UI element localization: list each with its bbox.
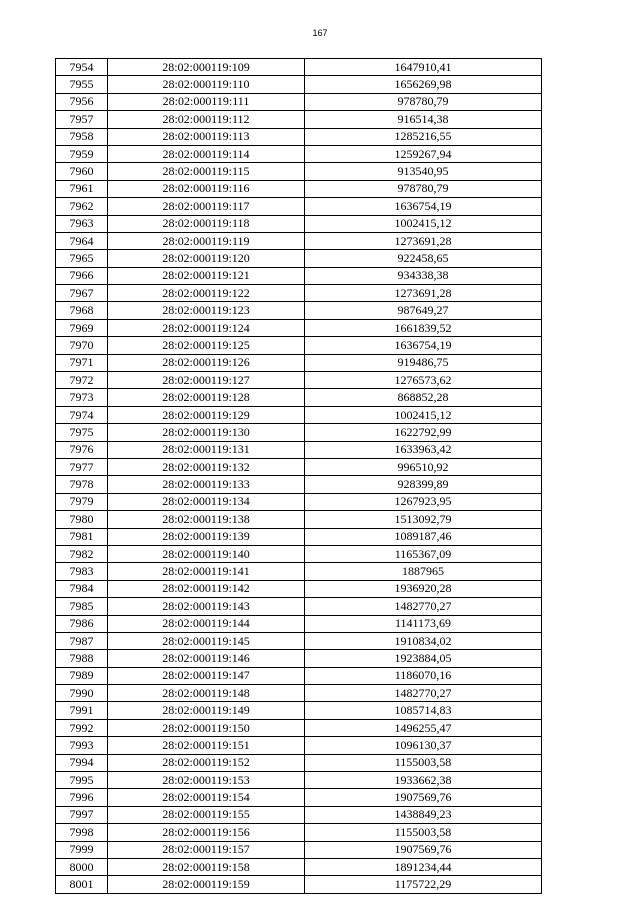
value-cell: 1085714,83 [305,702,542,719]
table-row [56,180,542,197]
value-cell: 1273691,28 [305,285,542,302]
table-row [56,858,542,875]
row-number-cell: 7999 [56,841,108,858]
value-cell: 1656269,98 [305,76,542,93]
row-number-cell: 7974 [56,406,108,423]
row-number-cell: 7962 [56,198,108,215]
cadastral-number-cell: 28:02:000119:133 [108,476,305,493]
cadastral-number-cell: 28:02:000119:124 [108,319,305,336]
cadastral-number-cell: 28:02:000119:123 [108,302,305,319]
value-cell: 1186070,16 [305,667,542,684]
cadastral-number-cell: 28:02:000119:139 [108,528,305,545]
cadastral-number-cell: 28:02:000119:157 [108,841,305,858]
value-cell: 1141173,69 [305,615,542,632]
table-row [56,702,542,719]
cadastral-number-cell: 28:02:000119:125 [108,337,305,354]
table-row [56,737,542,754]
value-cell: 1661839,52 [305,319,542,336]
row-number-cell: 7983 [56,563,108,580]
table-row [56,615,542,632]
row-number-cell: 7986 [56,615,108,632]
row-number-cell: 7990 [56,685,108,702]
table-row [56,650,542,667]
value-cell: 996510,92 [305,458,542,475]
row-number-cell: 7979 [56,493,108,510]
table-row [56,685,542,702]
row-number-cell: 7956 [56,93,108,110]
table-row [56,372,542,389]
value-cell: 916514,38 [305,111,542,128]
table-row [56,563,542,580]
value-cell: 987649,27 [305,302,542,319]
table-row [56,354,542,371]
cadastral-number-cell: 28:02:000119:146 [108,650,305,667]
value-cell: 1496255,47 [305,719,542,736]
value-cell: 1285216,55 [305,128,542,145]
cadastral-number-cell: 28:02:000119:151 [108,737,305,754]
table-row [56,424,542,441]
cadastral-number-cell: 28:02:000119:147 [108,667,305,684]
cadastral-number-cell: 28:02:000119:117 [108,198,305,215]
table-row [56,824,542,841]
value-cell: 1089187,46 [305,528,542,545]
row-number-cell: 7998 [56,824,108,841]
table-row [56,145,542,162]
table-body [56,59,542,894]
cadastral-number-cell: 28:02:000119:156 [108,824,305,841]
cadastral-number-cell: 28:02:000119:143 [108,598,305,615]
row-number-cell: 7993 [56,737,108,754]
value-cell: 913540,95 [305,163,542,180]
value-cell: 928399,89 [305,476,542,493]
cadastral-number-cell: 28:02:000119:122 [108,285,305,302]
row-number-cell: 7989 [56,667,108,684]
cadastral-number-cell: 28:02:000119:109 [108,59,305,76]
row-number-cell: 7994 [56,754,108,771]
value-cell: 1887965 [305,563,542,580]
row-number-cell: 7970 [56,337,108,354]
row-number-cell: 7975 [56,424,108,441]
cadastral-number-cell: 28:02:000119:128 [108,389,305,406]
table-row [56,789,542,806]
value-cell: 1276573,62 [305,372,542,389]
table-row [56,458,542,475]
table-row [56,250,542,267]
cadastral-number-cell: 28:02:000119:153 [108,772,305,789]
row-number-cell: 7987 [56,632,108,649]
row-number-cell: 7961 [56,180,108,197]
table-row [56,163,542,180]
cadastral-number-cell: 28:02:000119:111 [108,93,305,110]
row-number-cell: 7981 [56,528,108,545]
row-number-cell: 7996 [56,789,108,806]
value-cell: 1513092,79 [305,511,542,528]
row-number-cell: 7971 [56,354,108,371]
row-number-cell: 7978 [56,476,108,493]
value-cell: 1923884,05 [305,650,542,667]
value-cell: 1633963,42 [305,441,542,458]
value-cell: 978780,79 [305,180,542,197]
table-row [56,545,542,562]
table-row [56,319,542,336]
value-cell: 1267923,95 [305,493,542,510]
table-row [56,198,542,215]
row-number-cell: 7955 [56,76,108,93]
table-row [56,493,542,510]
cadastral-number-cell: 28:02:000119:142 [108,580,305,597]
cadastral-number-cell: 28:02:000119:120 [108,250,305,267]
page-number: 167 [312,28,328,38]
value-cell: 1273691,28 [305,232,542,249]
row-number-cell: 7988 [56,650,108,667]
cadastral-number-cell: 28:02:000119:140 [108,545,305,562]
row-number-cell: 7984 [56,580,108,597]
row-number-cell: 7958 [56,128,108,145]
row-number-cell: 7976 [56,441,108,458]
row-number-cell: 8001 [56,876,108,893]
row-number-cell: 7991 [56,702,108,719]
table-row [56,511,542,528]
cadastral-number-cell: 28:02:000119:114 [108,145,305,162]
value-cell: 1482770,27 [305,685,542,702]
value-cell: 1636754,19 [305,337,542,354]
cadastral-number-cell: 28:02:000119:152 [108,754,305,771]
cadastral-number-cell: 28:02:000119:116 [108,180,305,197]
value-cell: 1155003,58 [305,824,542,841]
value-cell: 868852,28 [305,389,542,406]
cadastral-number-cell: 28:02:000119:134 [108,493,305,510]
value-cell: 978780,79 [305,93,542,110]
table-row [56,59,542,76]
cadastral-value-table [55,58,542,894]
value-cell: 1096130,37 [305,737,542,754]
row-number-cell: 7967 [56,285,108,302]
value-cell: 1002415,12 [305,215,542,232]
cadastral-number-cell: 28:02:000119:132 [108,458,305,475]
row-number-cell: 7992 [56,719,108,736]
row-number-cell: 7980 [56,511,108,528]
table-row [56,841,542,858]
cadastral-number-cell: 28:02:000119:110 [108,76,305,93]
table-row [56,128,542,145]
table-row [56,215,542,232]
cadastral-number-cell: 28:02:000119:126 [108,354,305,371]
cadastral-number-cell: 28:02:000119:155 [108,806,305,823]
row-number-cell: 7982 [56,545,108,562]
value-cell: 1936920,28 [305,580,542,597]
cadastral-number-cell: 28:02:000119:130 [108,424,305,441]
table-row [56,93,542,110]
value-cell: 1165367,09 [305,545,542,562]
cadastral-number-cell: 28:02:000119:113 [108,128,305,145]
value-cell: 1910834,02 [305,632,542,649]
cadastral-number-cell: 28:02:000119:148 [108,685,305,702]
row-number-cell: 7968 [56,302,108,319]
table-row [56,476,542,493]
table-row [56,528,542,545]
table-row [56,598,542,615]
value-cell: 1438849,23 [305,806,542,823]
row-number-cell: 7963 [56,215,108,232]
value-cell: 1647910,41 [305,59,542,76]
value-cell: 1175722,29 [305,876,542,893]
row-number-cell: 7959 [56,145,108,162]
row-number-cell: 7995 [56,772,108,789]
row-number-cell: 7964 [56,232,108,249]
cadastral-number-cell: 28:02:000119:144 [108,615,305,632]
table-row [56,667,542,684]
cadastral-number-cell: 28:02:000119:150 [108,719,305,736]
table-row [56,389,542,406]
table-row [56,302,542,319]
cadastral-number-cell: 28:02:000119:158 [108,858,305,875]
table-row [56,232,542,249]
cadastral-number-cell: 28:02:000119:129 [108,406,305,423]
value-cell: 1482770,27 [305,598,542,615]
cadastral-number-cell: 28:02:000119:145 [108,632,305,649]
row-number-cell: 7997 [56,806,108,823]
cadastral-number-cell: 28:02:000119:159 [108,876,305,893]
table-row [56,337,542,354]
value-cell: 1907569,76 [305,841,542,858]
value-cell: 1155003,58 [305,754,542,771]
value-cell: 934338,38 [305,267,542,284]
value-cell: 919486,75 [305,354,542,371]
cadastral-number-cell: 28:02:000119:138 [108,511,305,528]
table-row [56,111,542,128]
row-number-cell: 7977 [56,458,108,475]
cadastral-number-cell: 28:02:000119:119 [108,232,305,249]
row-number-cell: 7969 [56,319,108,336]
value-cell: 1259267,94 [305,145,542,162]
row-number-cell: 7966 [56,267,108,284]
value-cell: 1636754,19 [305,198,542,215]
cadastral-number-cell: 28:02:000119:131 [108,441,305,458]
cadastral-number-cell: 28:02:000119:127 [108,372,305,389]
value-cell: 1622792,99 [305,424,542,441]
table-row [56,76,542,93]
cadastral-number-cell: 28:02:000119:115 [108,163,305,180]
cadastral-number-cell: 28:02:000119:154 [108,789,305,806]
table-row [56,719,542,736]
row-number-cell: 7973 [56,389,108,406]
table-row [56,406,542,423]
table-row [56,632,542,649]
table-row [56,267,542,284]
value-cell: 1002415,12 [305,406,542,423]
cadastral-number-cell: 28:02:000119:121 [108,267,305,284]
table-row [56,580,542,597]
table-row [56,876,542,893]
table-row [56,441,542,458]
table-row [56,754,542,771]
value-cell: 1907569,76 [305,789,542,806]
row-number-cell: 7972 [56,372,108,389]
row-number-cell: 7960 [56,163,108,180]
value-cell: 922458,65 [305,250,542,267]
cadastral-number-cell: 28:02:000119:118 [108,215,305,232]
row-number-cell: 7985 [56,598,108,615]
table-row [56,285,542,302]
row-number-cell: 7954 [56,59,108,76]
cadastral-number-cell: 28:02:000119:141 [108,563,305,580]
cadastral-number-cell: 28:02:000119:149 [108,702,305,719]
row-number-cell: 8000 [56,858,108,875]
row-number-cell: 7957 [56,111,108,128]
table-row [56,772,542,789]
table-row [56,806,542,823]
cadastral-number-cell: 28:02:000119:112 [108,111,305,128]
value-cell: 1891234,44 [305,858,542,875]
row-number-cell: 7965 [56,250,108,267]
value-cell: 1933662,38 [305,772,542,789]
